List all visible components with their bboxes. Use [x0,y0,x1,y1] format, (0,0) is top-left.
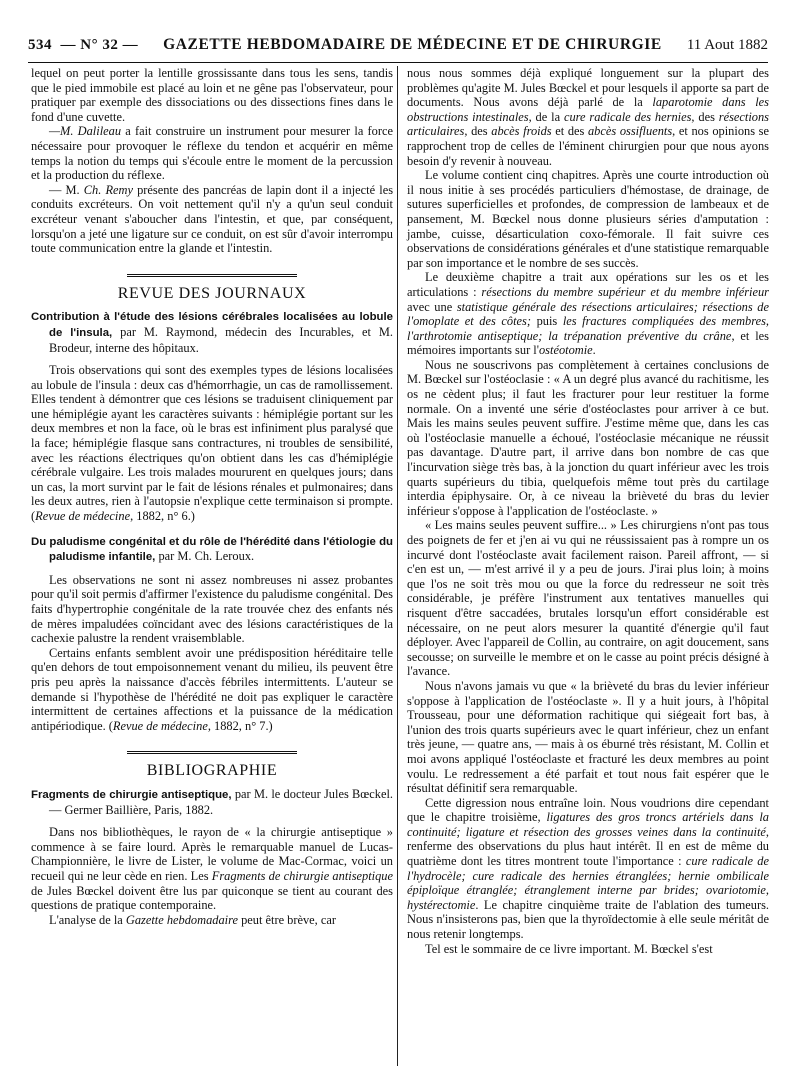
paragraph: L'analyse de la Gazette hebdomadaire peut être brève, car [49,912,336,927]
paragraph: Cette digression nous entraîne loin. Nous voudrions dire cependant que le chapitre troisième, ligatures des gros troncs artériels dans la continuité; ligature et résection des grosses veines dans la continuité, renferme des observations du plus haut intérêt. Il en est de même du quatrième dont les titres montrent toute l'importance : cure radicale de l'hydrocèle; cure radicale des hernies étranglées; hernie ombilicale épiploïque étranglée; étranglement interne par brides; ovariotomie, hystérectomie. Le chapitre cinquième traite de l'ablation des tumeurs. Nous n'insisterons pas, bien que la thyroïdectomie à elle seule méritât de nous retenir longtemps. [407,795,769,942]
column-divider [397,66,398,1066]
section-rule [127,274,297,277]
section-rule [127,751,297,754]
paragraph: « Les mains seules peuvent suffire... » Les chirurgiens n'ont pas tous des poignets de fer et j'en ai vu qui ne réussissaient pas à rompre un os incurvé dont l'ostéoclaste avait facilement raison. Pareil affront, — si c'en est un, — m'est arrivé il y a peu de jours. J'irai plus loin; à moins que l'os ne soit très mou ou que la force du redresseur ne soit très considérable, je préfère l'instrument aux tentatives manuelles qui risquent d'être saccadées, brutales lorsqu'un effort considérable est nécessaire, on ne peut alors mesurer la quantité d'énergie qu'il faut déployer. Avec l'appareil de Collin, au contraire, on agit doucement, sans secousse; on surveille le membre et on le casse au point précis désigné à l'avance. [407,518,769,679]
paragraph: lequel on peut porter la lentille grossissante dans tous les sens, tandis que le pied immobile est placé au loin et ne gêne pas l'observateur, pour pratiquer par exemple des dissociations ou des dissections fines dans le fond d'une cuvette. [31,66,393,124]
issue-number: — N° 32 — [60,37,139,53]
citation: Revue de médecine [35,509,131,524]
paragraph: Nous ne souscrivons pas complètement à certaines conclusions de M. Bœckel sur l'ostéoclasie : « A un degré plus avancé du rachitisme, les os ne cèdent plus; il faut les fracturer pour leur restituer la forme normale. On a inventé une série d'ostéoclastes pour arriver à ce but. Mais les mains seules peuvent suffire. J'estime même que, dans les cas où l'ostéoclasie manuelle a échoué, l'ostéoclasie mécanique ne réussit pas davantage. D'autre part, il arrive dans bon nombre de cas que l'incurvation siège très bas, à la jonction du quart inférieur avec les trois quarts supérieurs du tibia, quelquefois même tout près du cartilage interdia épiphysaire. Or, à ce niveau la brièveté du bras du levier inférieur s'oppose à l'application de l'ostéoclaste. » [407,357,769,518]
article-title: Du paludisme congénital et du rôle de l'hérédité dans l'étiologie du paludisme infantile, par M. Ch. Leroux. [31,535,393,564]
paragraph: nous nous sommes déjà expliqué longuement sur la plupart des problèmes qu'agite M. Jules Bœckel et pour lesquels il apporte sa part de documents. Nous avons déjà parlé de la laparotomie dans les obstructions intestinales, de la cure radicale des hernies, des résections articulaires, des abcès froids et des abcès ossifluents, et nos opinions se rapprochent trop de celles de l'éminent chirurgien pour que nous ayons besoin d'y revenir à nouveau. [407,66,770,168]
paragraph: Les observations ne sont ni assez nombreuses ni assez probantes pour qu'il soit permis d'affirmer l'existence du paludisme congénital. Des faits d'hypertrophie congénitale de la rate trouvée chez des enfants nés de mères impaludées coïncidant avec des lésions caractéristiques de la cachexie palustre la rendent vraisemblable. [31,572,393,646]
paragraph: Certains enfants semblent avoir une prédisposition héréditaire telle qu'en dehors de tout empoisonnement venant du milieu, ils peuvent être pris peu après la naissance d'accès fébriles intermittents. L'auteur se demande si l'hypothèse de l'hérédité ne doit pas expliquer le caractère intermittent de certaines affections et la puissance de la médication antipériodique. (Revue de médecine, 1882, n° 7.) [31,645,393,733]
paragraph: Dans nos bibliothèques, le rayon de « la chirurgie antiseptique » commence à se faire lourd. Après le remarquable manuel de Lucas-Championnière, le livre de Lister, le volume de Mac-Cormac, voici un recueil qui ne leur cède en rien. Les Fragments de chirurgie antiseptique de Jules Bœckel doivent être lus par quiconque se tient au courant des questions de pratique contemporaine. [31,825,393,913]
page-number: 534 [28,37,52,53]
paragraph: Le deuxième chapitre a trait aux opérations sur les os et les articulations : résections du membre supérieur et du membre inférieur avec une statistique générale des résections articulaires; résections de l'omoplate et des côtes; puis les fractures compliquées des membres, l'arthrotomie antiseptique; la trépanation préventive du crâne, et les mémoires importants sur l'ostéotomie. [407,270,770,358]
page-header [28,36,768,62]
issue-date: 11 Aout 1882 [686,37,768,53]
paragraph: Trois observations qui sont des exemples types de lésions localisées au lobule de l'insula : deux cas d'hémorrhagie, un cas de ramollissement. Elles tendent à démontrer que ces lésions se traduisent cliniquement par une hémiplégie ayant les caractères suivants : hémiplégie portant sur les deux membres et non la face, où le bras est infiniment plus paralysé que la face; hémiplégie flasque sans contractures, ni troubles de sensibilité, avec les réactions électriques qu'on obtient dans les cas d'hémiplégie cérébrale vulgaire. Les trois malades moururent en quelques jours; dans un cas, la mort survint par le fait de lésions rénales et pulmonaires; dans les deux autres, rien à l'autopsie n'explique cette terminaison si prompte. (Revue de médecine, 1882, n° 6.) [31,363,393,524]
paragraph: — M. Ch. Remy présente des pancréas de lapin dont il a injecté les conduits excréteurs. On voit nettement qu'il n'y a qu'un seul conduit excréteur venant s'aboucher dans l'intestin, et que, par conséquent, lorsqu'on a jeté une ligature sur ce conduit, on est sûr d'avoir interrompu toute communication entre la glande et l'intestin. [31,182,394,256]
author-name: —M. Dalileau [49,124,122,139]
page-number-and-issue [28,37,138,54]
author-name: Ch. Remy [83,182,133,197]
paragraph: Tel est le sommaire de ce livre important. M. Bœckel s'est [425,941,713,956]
paragraph: —M. Dalileau a fait construire un instrument pour mesurer la force nécessaire pour provoquer le réflexe du tendon et acquérir en même temps la notion du temps qui s'écoule entre le moment de la percussion et la production du réflexe. [31,124,393,183]
paragraph: Le volume contient cinq chapitres. Après une courte introduction où il nous initie à ses procédés particuliers d'hémostase, de drainage, de sutures superficielles et profondes, de compression de lambeaux et de pansement, M. Bœckel nous donne plusieurs séries d'amputation : jambe, cuisse, désarticulation coxo-fémorale. Il fait suivre ces observations de considérations générales et d'une statistique remarquable par son importance et le nombre de ses succès. [407,168,769,270]
section-title: REVUE DES JOURNAUX [117,284,307,302]
citation: Revue de médecine [112,718,208,733]
left-column [31,66,393,927]
right-column [407,66,769,956]
book-title: Fragments de chirurgie antiseptique, par M. le docteur Jules Bœckel. — Germer Baillière, Paris, 1882. [31,786,393,817]
paragraph: Nous n'avons jamais vu que « la brièveté du bras du levier inférieur s'oppose à l'application de l'ostéoclaste ». Il y a huit jours, à l'hôpital Trousseau, pour une déformation rachitique qui siégeait fort bas, à l'union des trois quarts supérieurs avec le quart inférieur, chez un enfant très jeune, — quatre ans, — mais à os éburné très résistant, M. Collin et moi avons appliqué l'ostéoclaste et fracturé les deux membres au point voulu. Le redressement a été parfait et tout nous fait espérer que le résultat définitif sera remarquable. [407,678,769,796]
article-title: Contribution à l'étude des lésions cérébrales localisées au lobule de l'insula, par M. Raymond, médecin des Incurables, et M. Brodeur, interne des hôpitaux. [31,311,393,355]
section-title: BIBLIOGRAPHIE [146,762,278,780]
journal-title: GAZETTE HEBDOMADAIRE DE MÉDECINE ET DE CHIRURGIE [163,36,662,53]
header-rule [28,62,768,63]
